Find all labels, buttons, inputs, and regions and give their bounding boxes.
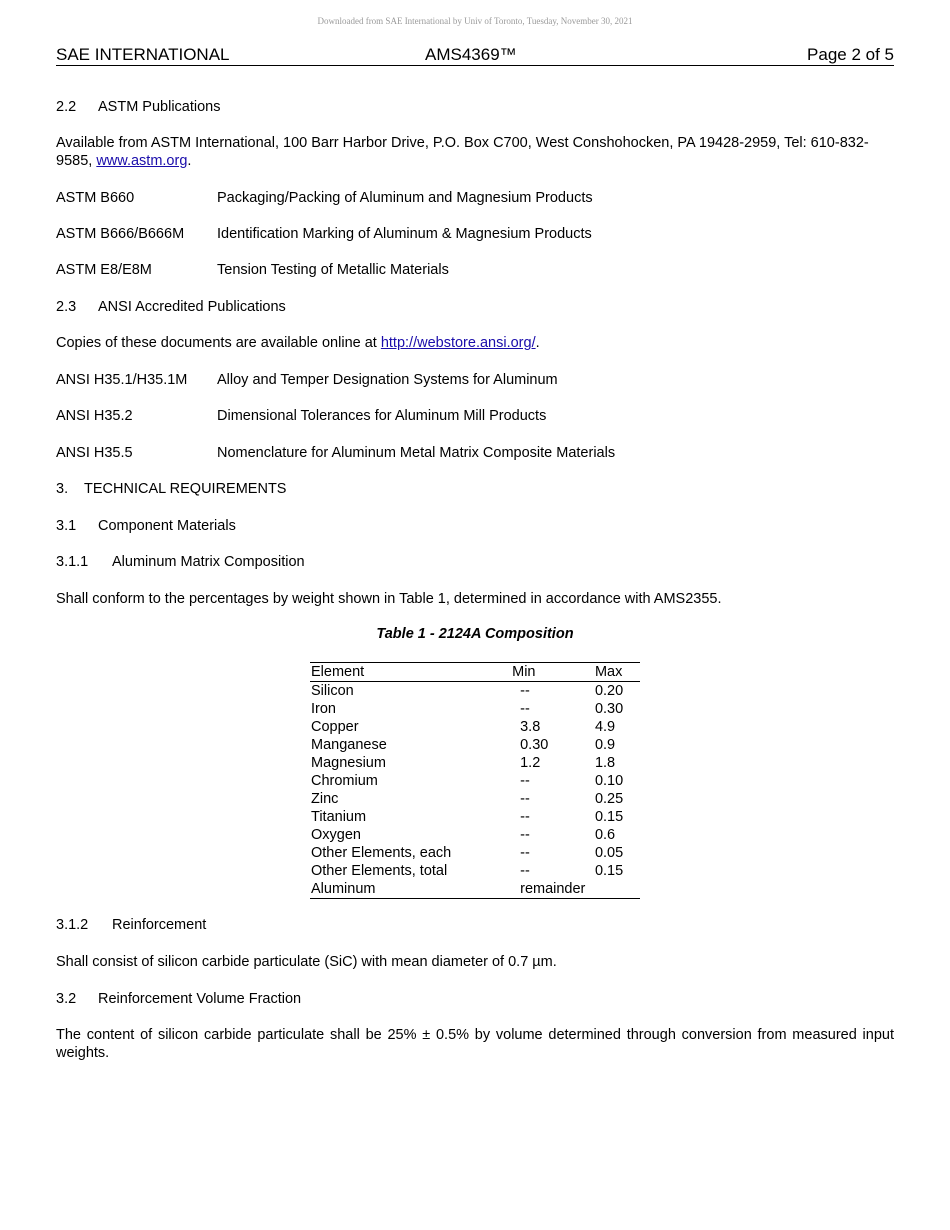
ansi-link[interactable]: http://webstore.ansi.org/	[380, 335, 536, 351]
section-3-2-text: The content of silicon carbide particulate shall be 25% ± 0.5% by volume determined through conversion from measured input weights.	[56, 1027, 894, 1061]
section-3-1-1-heading: 3.1.1 Aluminum Matrix Composition	[56, 554, 305, 570]
section-3-1-1-text: Shall conform to the percentages by weight shown in Table 1, determined in accordance with AMS2355.	[56, 591, 722, 607]
download-watermark: Downloaded from SAE International by Univ of Toronto, Tuesday, November 30, 2021	[317, 16, 633, 26]
ref-item: ANSI H35.1/H35.1M Alloy and Temper Designation Systems for Aluminum	[56, 372, 558, 388]
table-row: Aluminum remainder	[310, 880, 640, 899]
ref-item: ANSI H35.2 Dimensional Tolerances for Aluminum Mill Products	[56, 408, 547, 424]
section-3-1-2-heading: 3.1.2 Reinforcement	[56, 917, 207, 933]
table-row: Iron -- 0.30	[311, 701, 624, 717]
table-row: Chromium -- 0.10	[311, 773, 624, 789]
composition-table	[310, 662, 640, 899]
header-max: Max	[595, 663, 640, 682]
section-2-2-availability: Available from ASTM International, 100 Barr Harbor Drive, P.O. Box C700, West Conshohocken, PA 19428-2959, Tel: 610-832-9585, www.astm.org.	[56, 135, 869, 169]
section-3-1-heading: 3.1 Component Materials	[56, 518, 236, 534]
table-row: Silicon -- 0.20	[311, 683, 624, 699]
ref-item: ASTM E8/E8M Tension Testing of Metallic Materials	[56, 262, 449, 278]
table-row: Oxygen -- 0.6	[311, 827, 616, 843]
table-row: Copper 3.8 4.9	[311, 719, 616, 735]
header-org: SAE INTERNATIONAL	[56, 45, 230, 64]
table-1-caption: Table 1 - 2124A Composition	[376, 626, 574, 642]
section-3-1-2-text: Shall consist of silicon carbide particulate (SiC) with mean diameter of 0.7 µm.	[56, 954, 557, 970]
astm-link[interactable]: www.astm.org	[96, 153, 188, 169]
table-row: Other Elements, each -- 0.05	[311, 845, 624, 861]
header-min: Min	[504, 663, 595, 682]
ref-item: ANSI H35.5 Nomenclature for Aluminum Metal Matrix Composite Materials	[56, 445, 616, 461]
page-header	[56, 44, 894, 66]
header-element: Element	[310, 663, 504, 682]
table-row: Other Elements, total -- 0.15	[311, 863, 624, 879]
section-2-3-heading: 2.3 ANSI Accredited Publications	[56, 299, 286, 315]
header-doc-number: AMS4369™	[425, 45, 517, 64]
table-row: Magnesium 1.2 1.8	[311, 755, 616, 771]
table-row: Zinc -- 0.25	[311, 791, 624, 807]
table-header-row	[310, 663, 640, 682]
section-2-3-availability: Copies of these documents are available online at http://webstore.ansi.org/.	[56, 335, 540, 351]
ref-item: ASTM B660 Packaging/Packing of Aluminum and Magnesium Products	[56, 190, 593, 206]
section-3-heading: 3. TECHNICAL REQUIREMENTS	[56, 481, 287, 497]
ref-item: ASTM B666/B666M Identification Marking of Aluminum & Magnesium Products	[56, 226, 592, 242]
table-row: Titanium -- 0.15	[311, 809, 624, 825]
table-row: Manganese 0.30 0.9	[311, 737, 616, 753]
section-2-2-heading: 2.2 ASTM Publications	[56, 99, 221, 115]
section-3-2-heading: 3.2 Reinforcement Volume Fraction	[56, 991, 302, 1007]
header-page-number: Page 2 of 5	[807, 45, 894, 64]
